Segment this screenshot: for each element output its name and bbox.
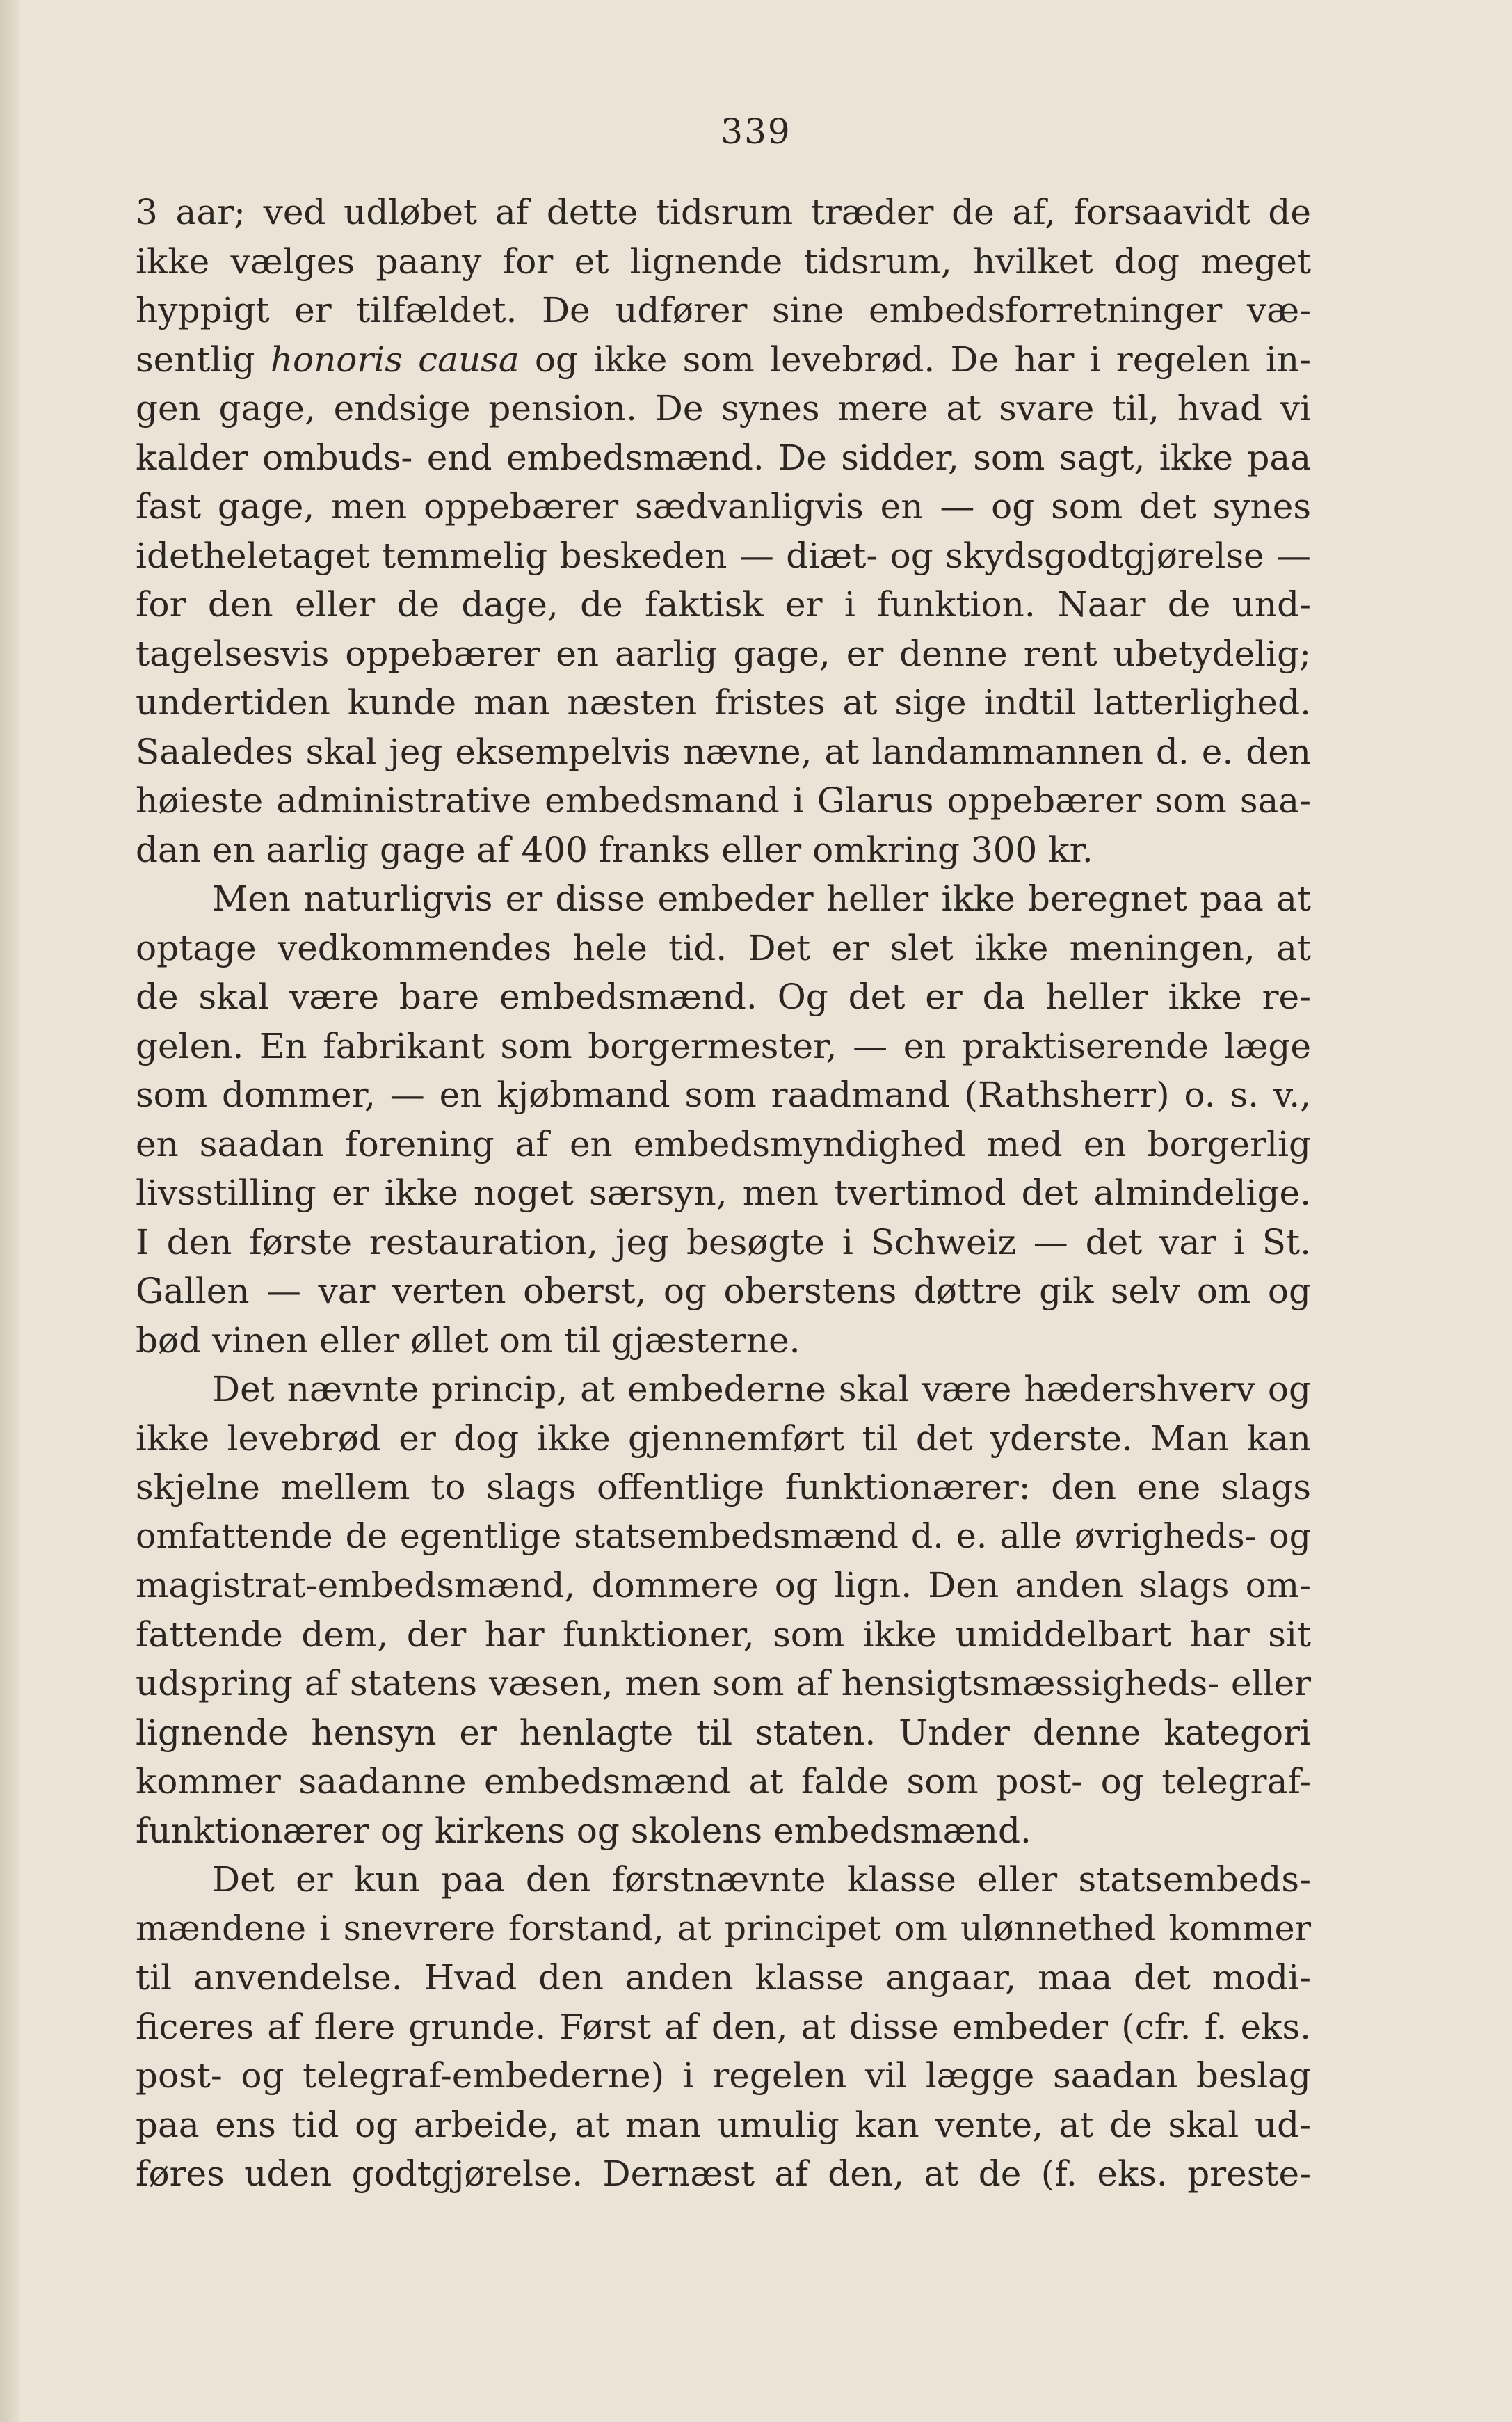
text-line: idetheletaget temmelig beskeden — diæt- og skydsgodtgjørelse — xyxy=(136,535,1311,576)
text-line: gen gage, endsige pension. De synes mere at svare til, hvad vi xyxy=(136,388,1311,428)
text-line: tagelsesvis oppebærer en aarlig gage, er denne rent ubetydelig; xyxy=(136,633,1311,674)
text-line: som dommer, — en kjøbmand som raadmand (Rathsherr) o. s. v., xyxy=(136,1075,1311,1115)
text-line: en saadan forening af en embedsmyndighed med en borgerlig xyxy=(136,1123,1311,1164)
text-line: 3 aar; ved udløbet af dette tidsrum træder de af, forsaavidt de xyxy=(136,192,1311,232)
text-line: paa ens tid og arbeide, at man umulig kan vente, at de skal ud- xyxy=(136,2104,1311,2145)
page-edge xyxy=(0,0,19,2422)
italic-phrase: honoris causa xyxy=(270,339,520,380)
text-line: til anvendelse. Hvad den anden klasse angaar, maa det modi- xyxy=(136,1957,1311,1998)
text-line: for den eller de dage, de faktisk er i funktion. Naar de und- xyxy=(136,584,1311,625)
text-line: føres uden godtgjørelse. Dernæst af den, at de (f. eks. preste- xyxy=(136,2154,1311,2194)
text-line: mændene i snevrere forstand, at principet om ulønnethed kommer xyxy=(136,1908,1311,1948)
text-line: ikke levebrød er dog ikke gjennemført til det yderste. Man kan xyxy=(136,1418,1311,1459)
body-text xyxy=(136,188,1311,2199)
text-line: bød vinen eller øllet om til gjæsterne. xyxy=(136,1320,801,1361)
text-line xyxy=(136,335,1311,385)
text-line: lignende hensyn er henlagte til staten. Under denne kategori xyxy=(136,1712,1311,1753)
text-line: I den første restauration, jeg besøgte i Schweiz — det var i St. xyxy=(136,1221,1311,1262)
text-line: funktionærer og kirkens og skolens embedsmænd. xyxy=(136,1810,1031,1851)
text-line: fattende dem, der har funktioner, som ikke umiddelbart har sit xyxy=(136,1614,1311,1655)
text-line: gelen. En fabrikant som borgermester, — en praktiserende læge xyxy=(136,1025,1311,1066)
text-line: post- og telegraf-embederne) i regelen vil lægge saadan beslag xyxy=(136,2055,1311,2096)
text-line: omfattende de egentlige statsembedsmænd d. e. alle øvrigheds- og xyxy=(136,1516,1311,1556)
text-line: magistrat-embedsmænd, dommere og lign. Den anden slags om- xyxy=(136,1565,1311,1605)
text-line: optage vedkommendes hele tid. Det er slet ikke meningen, at xyxy=(136,927,1311,968)
text-line: fast gage, men oppebærer sædvanligvis en — og som det synes xyxy=(136,486,1311,527)
text-line: Det nævnte princip, at embederne skal være hædershverv og xyxy=(212,1369,1311,1409)
text-line: Det er kun paa den førstnævnte klasse eller statsembeds- xyxy=(212,1859,1311,1900)
text-line: kalder ombuds- end embedsmænd. De sidder, som sagt, ikke paa xyxy=(136,437,1311,478)
page-number: 339 xyxy=(721,111,791,152)
text-line: skjelne mellem to slags offentlige funktionærer: den ene slags xyxy=(136,1467,1311,1507)
text-line: ikke vælges paany for et lignende tidsrum, hvilket dog meget xyxy=(136,241,1311,282)
text-line: udspring af statens væsen, men som af hensigtsmæssigheds- eller xyxy=(136,1663,1311,1703)
text-line: hyppigt er tilfældet. De udfører sine embedsforretninger væ- xyxy=(136,290,1311,330)
text-line: ficeres af flere grunde. Først af den, at disse embeder (cfr. f. eks. xyxy=(136,2006,1311,2047)
text-line: livsstilling er ikke noget særsyn, men tvertimod det almindelige. xyxy=(136,1173,1311,1213)
text-line: Gallen — var verten oberst, og oberstens døttre gik selv om og xyxy=(136,1271,1311,1311)
text-line: undertiden kunde man næsten fristes at sige indtil latterlighed. xyxy=(136,682,1311,723)
text-line: de skal være bare embedsmænd. Og det er da heller ikke re- xyxy=(136,977,1311,1017)
text-line: Men naturligvis er disse embeder heller ikke beregnet paa at xyxy=(212,879,1311,919)
text-segment: og ikke som levebrød. De har i regelen in- xyxy=(519,339,1311,380)
text-line: Saaledes skal jeg eksempelvis nævne, at landammannen d. e. den xyxy=(136,731,1311,772)
text-segment: sentlig xyxy=(136,339,271,380)
text-line: høieste administrative embedsmand i Glarus oppebærer som saa- xyxy=(136,780,1311,821)
text-line: kommer saadanne embedsmænd at falde som post- og telegraf- xyxy=(136,1761,1311,1802)
text-line: dan en aarlig gage af 400 franks eller omkring 300 kr. xyxy=(136,829,1093,870)
